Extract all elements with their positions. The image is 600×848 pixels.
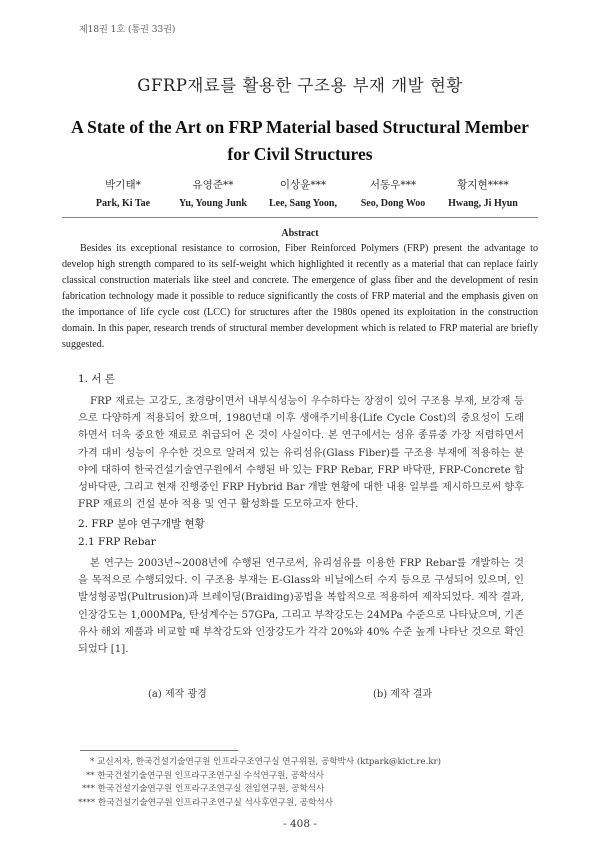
author-name-korean: 유영준** <box>192 179 234 191</box>
abstract-text: Besides its exceptional resistance to corrosion, Fiber Reinforced Polymers (FRP) present the advantage to develop high strength compared to its self-weight which highlighted it recently as a material that can replace fairly classical construction materials like steel and concrete. The emergence of glass fiber and the development of resin fabrication technology made it possible to reduce significantly the costs of FRP material and the emphasis given on the importance of life cycle cost (LCC) for structures after the 1980s opened its exploitation in the construction domain. In this paper, research trends of structural member development which is related to FRP material are briefly suggested. <box>62 243 538 350</box>
author-name-english: Yu, Young Junk <box>179 198 247 209</box>
caption-a: (a) 제작 광경 <box>148 689 207 700</box>
author-name-english: Hwang, Ji Hyun <box>448 198 518 209</box>
footnote: **** 한국건설기술연구원 인프라구조연구실 석사후연구원, 공학석사 <box>78 797 333 808</box>
rebar-paragraph: 본 연구는 2003년~2008년에 수행된 연구로써, 유리섬유를 이용한 FRP Rebar를 개발하는 것을 목적으로 수행되었다. 이 구조용 부재는 E-Glass와 비닐에스터 수지 등으로 구성되어 있으며, 인발성형공법(Pultrusion)과 브레이딩(Braiding)공법을 복합적으로 적용하여 제작되었다. 제작 결과, 인장강도는 1,000MPa, 탄성계수는 57GPa, 그리고 부착강도는 24MPa 수준으로 나타났으며, 기존 유사 해외 제품과 비교할 때 부착강도와 인장강도가 각각 20%와 40% 수준 높게 나타난 것으로 확인되었다 [1]. <box>78 558 524 656</box>
header-divider <box>62 217 538 218</box>
author <box>78 177 168 209</box>
abstract-heading: Abstract <box>281 228 319 239</box>
section-heading-intro: 1. 서 론 <box>78 373 115 385</box>
author-name-korean: 박기태* <box>105 179 141 191</box>
author <box>168 177 258 209</box>
footnote-divider <box>80 750 238 751</box>
author-name-korean: 서동우*** <box>369 179 417 191</box>
author-list <box>78 177 528 209</box>
author-name-english: Seo, Dong Woo <box>360 198 426 209</box>
author-name-korean: 황지현**** <box>457 179 509 191</box>
author-name-english: Park, Ki Tae <box>95 198 151 209</box>
title-korean: GFRP재료를 활용한 구조용 부재 개발 현황 <box>137 76 463 95</box>
author-name-korean: 이상윤*** <box>279 179 327 191</box>
issue-header: 제18권 1호 (통권 33권) <box>79 25 176 35</box>
title-english: A State of the Art on FRP Material based Structural Member for Civil Structures <box>71 117 529 164</box>
section-heading-2-1: 2.1 FRP Rebar <box>78 536 156 548</box>
footnotes <box>78 756 441 810</box>
intro-paragraph: FRP 재료는 고강도, 초경량이면서 내부식성능이 우수하다는 장점이 있어 구조용 부재, 보강재 등으로 다양하게 적용되어 왔으며, 1980년대 이후 생애주기비용(Life Cycle Cost)의 중요성이 도래하면서 더욱 중요한 재료로 취급되어 온 것이 사실이다. 본 연구에서는 섬유 종류중 가장 저렴하면서 가격 대비 성능이 우수한 것으로 알려져 있는 유리섬유(Glass Fiber)를 구조용 부재에 적용하는 분야에 대하여 한국건설기술연구원에서 수행된 바 있는 FRP Rebar, FRP 바닥판, FRP-Concrete 합성바닥판, 그리고 현재 진행중인 FRP Hybrid Bar 개발 현황에 대한 내용 일부를 제시하므로써 향후 FRP 재료의 건설 분야 적용 및 연구 활성화를 도모하고자 한다. <box>78 396 524 511</box>
author <box>438 177 528 209</box>
author <box>258 177 348 209</box>
caption-b: (b) 제작 결과 <box>373 689 433 700</box>
author-name-english: Lee, Sang Yoon, <box>269 198 337 209</box>
page-number: - 408 - <box>283 818 317 830</box>
section-heading-2: 2. FRP 분야 연구개발 현황 <box>78 518 205 530</box>
author <box>348 177 438 209</box>
footnote: ** 한국건설기술연구원 인프라구조연구실 수석연구원, 공학석사 <box>86 770 325 781</box>
footnote: * 교신저자, 한국건설기술연구원 인프라구조연구실 연구위원, 공학박사 (ktpark@kict.re.kr) <box>90 757 441 767</box>
footnote: *** 한국건설기술연구원 인프라구조연구실 전임연구원, 공학석사 <box>82 784 325 794</box>
